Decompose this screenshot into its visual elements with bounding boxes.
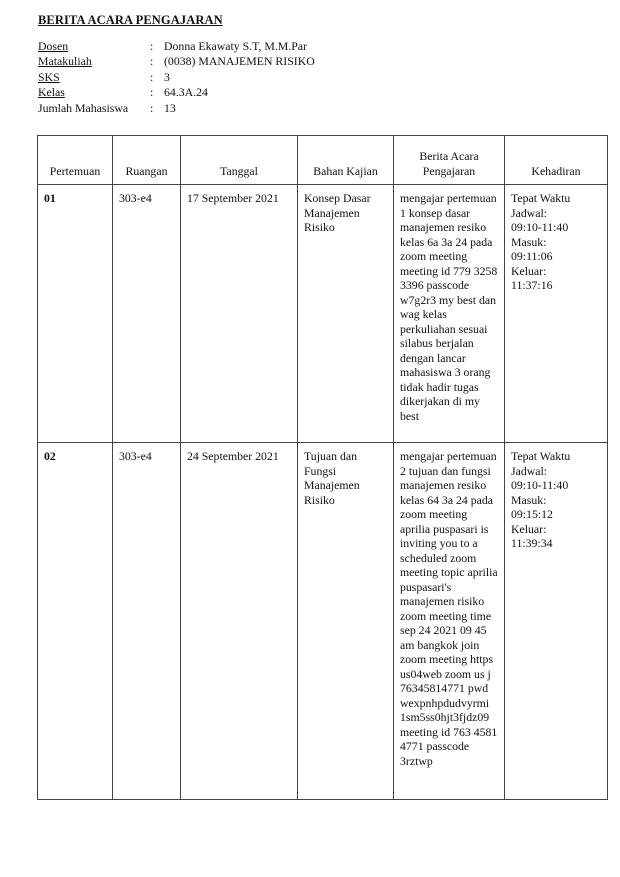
cell-ruangan: 303-e4 xyxy=(113,443,181,800)
kehadiran-status: Tepat Waktu xyxy=(511,449,571,463)
cell-tanggal: 17 September 2021 xyxy=(181,185,298,443)
info-value-dosen: Donna Ekawaty S.T, M.M.Par xyxy=(164,39,307,53)
info-label-jumlah-mahasiswa: Jumlah Mahasiswa xyxy=(38,100,129,115)
info-value-kelas: 64.3A.24 xyxy=(164,85,208,100)
info-row-matakuliah xyxy=(38,54,315,69)
info-label-dosen: Dosen xyxy=(38,39,69,53)
info-label-sks: SKS xyxy=(38,69,60,84)
course-info xyxy=(38,39,315,116)
cell-bahan-kajian: Konsep Dasar Manajemen Risiko xyxy=(298,185,394,443)
header-bahan-kajian: Bahan Kajian xyxy=(298,136,394,185)
info-row-jumlah-mahasiswa xyxy=(38,101,315,116)
info-value-matakuliah: (0038) MANAJEMEN RISIKO xyxy=(164,54,315,69)
table-header-row xyxy=(38,136,608,185)
info-separator: : xyxy=(150,54,154,69)
page-title: BERITA ACARA PENGAJARAN xyxy=(38,13,223,27)
kehadiran-keluar: 11:39:34 xyxy=(511,536,553,550)
kehadiran-jadwal: 09:10-11:40 xyxy=(511,478,569,492)
kehadiran-masuk: 09:11:06 xyxy=(511,249,553,263)
info-value-jumlah-mahasiswa: 13 xyxy=(164,100,176,115)
header-kehadiran: Kehadiran xyxy=(505,136,608,185)
kehadiran-keluar-label: Keluar: xyxy=(511,263,547,278)
info-row-dosen xyxy=(38,39,315,54)
kehadiran-jadwal-label: Jadwal: xyxy=(511,463,548,478)
info-row-sks xyxy=(38,70,315,85)
info-label-matakuliah: Matakuliah xyxy=(38,54,92,69)
table-row xyxy=(38,185,608,443)
cell-pertemuan: 01 xyxy=(38,185,113,443)
kehadiran-keluar: 11:37:16 xyxy=(511,278,553,292)
info-row-kelas xyxy=(38,85,315,100)
kehadiran-masuk-label: Masuk: xyxy=(511,234,547,249)
kehadiran-status: Tepat Waktu xyxy=(511,191,571,205)
info-separator: : xyxy=(150,100,154,115)
info-label-kelas: Kelas xyxy=(38,85,65,100)
kehadiran-jadwal: 09:10-11:40 xyxy=(511,220,569,234)
header-berita-acara: Berita Acara Pengajaran xyxy=(394,136,505,185)
kehadiran-masuk-label: Masuk: xyxy=(511,492,547,507)
kehadiran-jadwal-label: Jadwal: xyxy=(511,205,548,220)
info-separator: : xyxy=(150,39,154,53)
info-separator: : xyxy=(150,69,154,84)
cell-berita-acara: mengajar pertemuan 2 tujuan dan fungsi manajemen resiko kelas 64 3a 24 pada zoom meeting aprilia puspasari is inviting you to a scheduled zoom meeting topic aprilia puspasari's manajemen risiko zoom meeting time sep 24 2021 09 45 am bangkok join zoom meeting https us04web zoom us j 76345814771 pwd wexpnhpdudvyrmi 1sm5ss0hjt3fjdz09 meeting id 763 4581 4771 passcode 3rztwp xyxy=(394,443,505,800)
kehadiran-masuk: 09:15:12 xyxy=(511,507,553,521)
header-tanggal: Tanggal xyxy=(181,136,298,185)
info-separator: : xyxy=(150,85,154,100)
table-row xyxy=(38,443,608,800)
cell-kehadiran xyxy=(505,185,608,443)
attendance-table xyxy=(37,135,608,800)
cell-tanggal: 24 September 2021 xyxy=(181,443,298,800)
cell-ruangan: 303-e4 xyxy=(113,185,181,443)
cell-kehadiran xyxy=(505,443,608,800)
kehadiran-keluar-label: Keluar: xyxy=(511,521,547,536)
header-ruangan: Ruangan xyxy=(113,136,181,185)
header-pertemuan: Pertemuan xyxy=(38,136,113,185)
info-value-sks: 3 xyxy=(164,69,170,84)
cell-pertemuan: 02 xyxy=(38,443,113,800)
cell-berita-acara: mengajar pertemuan 1 konsep dasar manajemen resiko kelas 6a 3a 24 pada zoom meeting meeting id 779 3258 3396 passcode w7g2r3 my best dan wag kelas perkuliahan sesuai silabus berjalan dengan lancar mahasiswa 3 orang tidak hadir tugas dikerjakan di my best xyxy=(394,185,505,443)
cell-bahan-kajian: Tujuan dan Fungsi Manajemen Risiko xyxy=(298,443,394,800)
